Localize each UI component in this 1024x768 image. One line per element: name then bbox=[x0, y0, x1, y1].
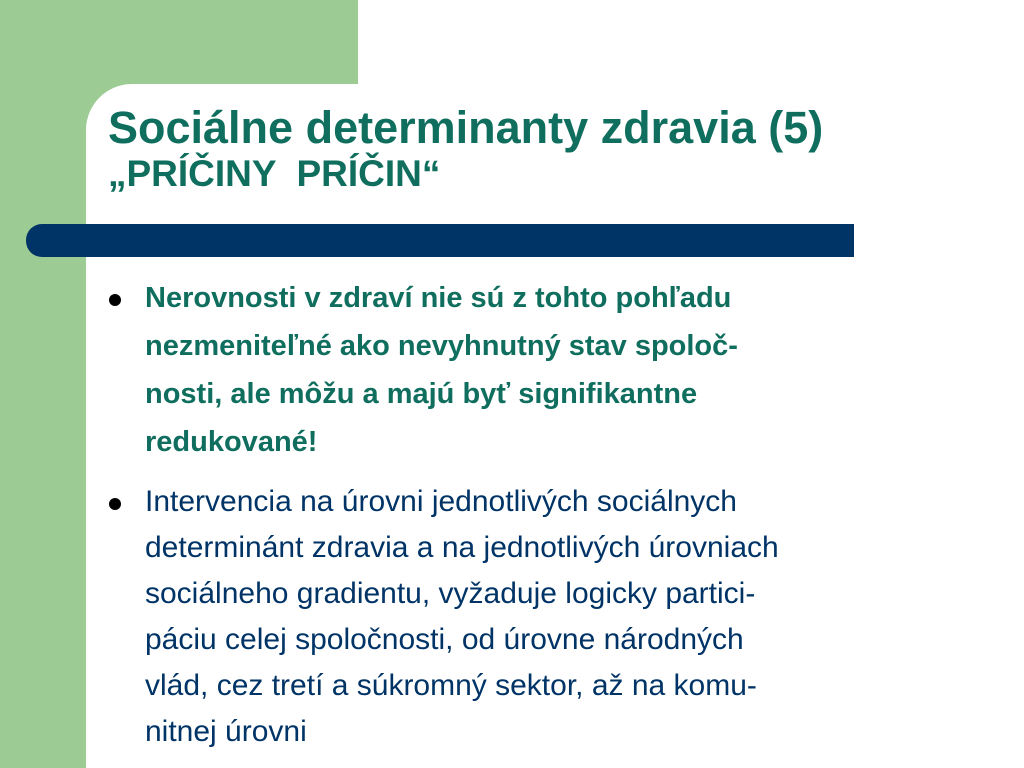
bullet-list bbox=[100, 274, 1000, 755]
title-line-1: Sociálne determinanty zdravia (5) bbox=[108, 102, 824, 153]
bullet-text-line: nosti, ale môžu a majú byť signifikantne bbox=[145, 378, 698, 410]
bullet-text-line: redukované! bbox=[145, 426, 318, 458]
bullet-text-line: páciu celej spoločnosti, od úrovne národných bbox=[145, 623, 744, 656]
slide-title bbox=[108, 101, 1008, 193]
bullet-text-line: Intervencia na úrovni jednotlivých sociálnych bbox=[145, 485, 737, 518]
bullet-item bbox=[100, 274, 1000, 466]
bullet-text-line: Nerovnosti v zdraví nie sú z tohto pohľadu bbox=[145, 282, 732, 314]
bullet-item bbox=[100, 479, 1000, 755]
bullet-text-line: sociálneho gradientu, vyžaduje logicky partici- bbox=[145, 577, 756, 610]
title-divider-bar bbox=[26, 224, 854, 257]
bullet-dot-icon bbox=[109, 498, 121, 510]
bullet-text-line: determinánt zdravia a na jednotlivých úrovniach bbox=[145, 531, 779, 564]
bullet-text-line: nitnej úrovni bbox=[145, 715, 307, 748]
bullet-dot-icon bbox=[109, 294, 121, 306]
bullet-text-line: nezmeniteľné ako nevyhnutný stav spoloč- bbox=[145, 330, 738, 362]
title-line-2: „PRÍČINY PRÍČIN“ bbox=[108, 153, 441, 194]
bullet-text-line: vlád, cez tretí a súkromný sektor, až na komu- bbox=[145, 669, 757, 702]
